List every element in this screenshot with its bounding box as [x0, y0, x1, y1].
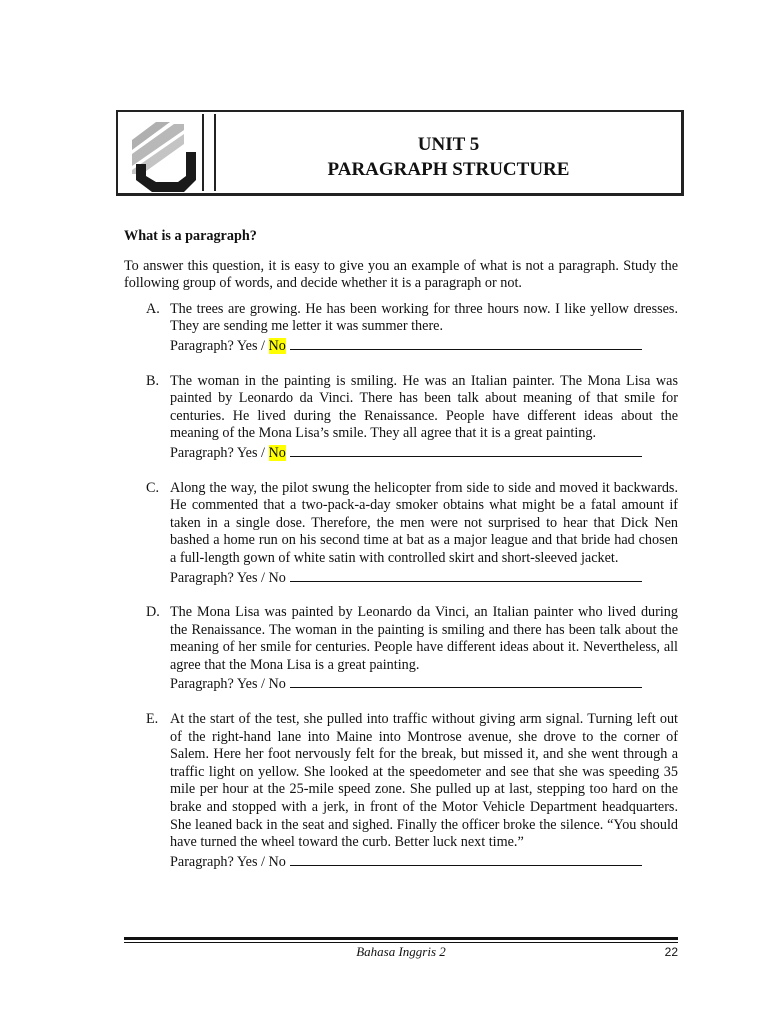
answer-no[interactable]: No: [268, 444, 286, 461]
logo-frame: [120, 114, 204, 191]
answer-prompt: Paragraph? Yes /: [170, 569, 269, 586]
exercise-letter: C.: [146, 479, 160, 496]
exercise-letter: A.: [146, 300, 160, 317]
unit-number: UNIT 5: [417, 134, 480, 155]
answer-prompt: Paragraph? Yes /: [170, 444, 269, 461]
answer-no[interactable]: No: [268, 676, 286, 693]
answer-line: [170, 568, 678, 588]
section-intro: To answer this question, it is easy to give you an example of what is not a paragraph. Study the following group of words, and decide whether it is a paragraph or not.: [124, 257, 678, 292]
exercise-item: [124, 480, 678, 588]
answer-prompt: Paragraph? Yes /: [170, 337, 269, 354]
exercise-text: The trees are growing. He has been working for three hours now. I like yellow dresses. They are sending me letter it was summer there.: [170, 300, 678, 335]
exercise-item: [124, 373, 678, 463]
exercise-text: At the start of the test, she pulled into traffic without giving arm signal. Turning left out of the right-hand lane into Maine into Montrose avenue, she drove to the corner of Salem. Here her foot nervously felt for the break, but missed it, and she went through a traffic light on yellow. She looked at the speedometer and see that she was speeding 35 mile per hour at the 25-mile speed zone. She pulled up at last, stepping too hard on the brake and stopped with a jerk, in front of the Motor Vehicle Department headquarters. She leaned back in the seat and sighed. Finally the officer broke the silence. “You should have turned the wheel toward the curb. Better luck next time.”: [170, 711, 678, 851]
unit-title-block: [216, 132, 681, 182]
exercise-item: [124, 604, 678, 694]
answer-no[interactable]: No: [268, 853, 286, 870]
stacked-shape-logo-icon: [126, 118, 200, 194]
answer-line: [170, 336, 678, 356]
answer-blank-line[interactable]: [290, 336, 642, 350]
exercise-text: The woman in the painting is smiling. He was an Italian painter. The Mona Lisa was painted by Leonardo da Vinci. There has been talk about meaning of that smile for centuries. He lived during the Renaissance. People have different ideas about the meaning of the Mona Lisa’s smile. They all agree that it is a great painting.: [170, 372, 678, 442]
answer-prompt: Paragraph? Yes /: [170, 853, 269, 870]
answer-no[interactable]: No: [268, 569, 286, 586]
footer-rule: [124, 937, 678, 943]
exercise-letter: D.: [146, 604, 160, 621]
answer-line: [170, 443, 678, 463]
main-content: [124, 228, 678, 888]
unit-header-box: [116, 110, 684, 196]
exercise-letter: B.: [146, 372, 160, 389]
footer-book-title: Bahasa Inggris 2: [356, 944, 446, 959]
answer-blank-line[interactable]: [290, 674, 642, 688]
answer-line: [170, 674, 678, 694]
page-number: 22: [664, 945, 678, 959]
answer-blank-line[interactable]: [290, 443, 642, 457]
exercise-list: [124, 301, 678, 872]
section-heading: What is a paragraph?: [124, 228, 257, 244]
exercise-letter: E.: [146, 711, 159, 728]
answer-prompt: Paragraph? Yes /: [170, 676, 269, 693]
exercise-text: Along the way, the pilot swung the helicopter from side to side and moved it backwards. He commented that a two-pack-a-day smoker obtains what might be a fatal amount if taken in a single dose. Therefore, the men were not surprised to hear that Dick Nen bashed a home run on his second time at bat as a major league and that bride had chosen a full-length gown of white satin with controlled skirt and short-sleeved jacket.: [170, 479, 678, 566]
exercise-item: [124, 301, 678, 356]
exercise-item: [124, 711, 678, 871]
answer-no[interactable]: No: [268, 337, 286, 354]
exercise-text: The Mona Lisa was painted by Leonardo da Vinci, an Italian painter who lived during the Renaissance. The woman in the painting is smiling and there has been talk about the meaning of her smile for centuries. People have different ideas about it. Nevertheless, all agree that the Mona Lisa is a great painting.: [170, 604, 678, 673]
answer-blank-line[interactable]: [290, 568, 642, 582]
answer-line: [170, 852, 678, 872]
answer-blank-line[interactable]: [290, 852, 642, 866]
unit-title: PARAGRAPH STRUCTURE: [327, 159, 570, 180]
